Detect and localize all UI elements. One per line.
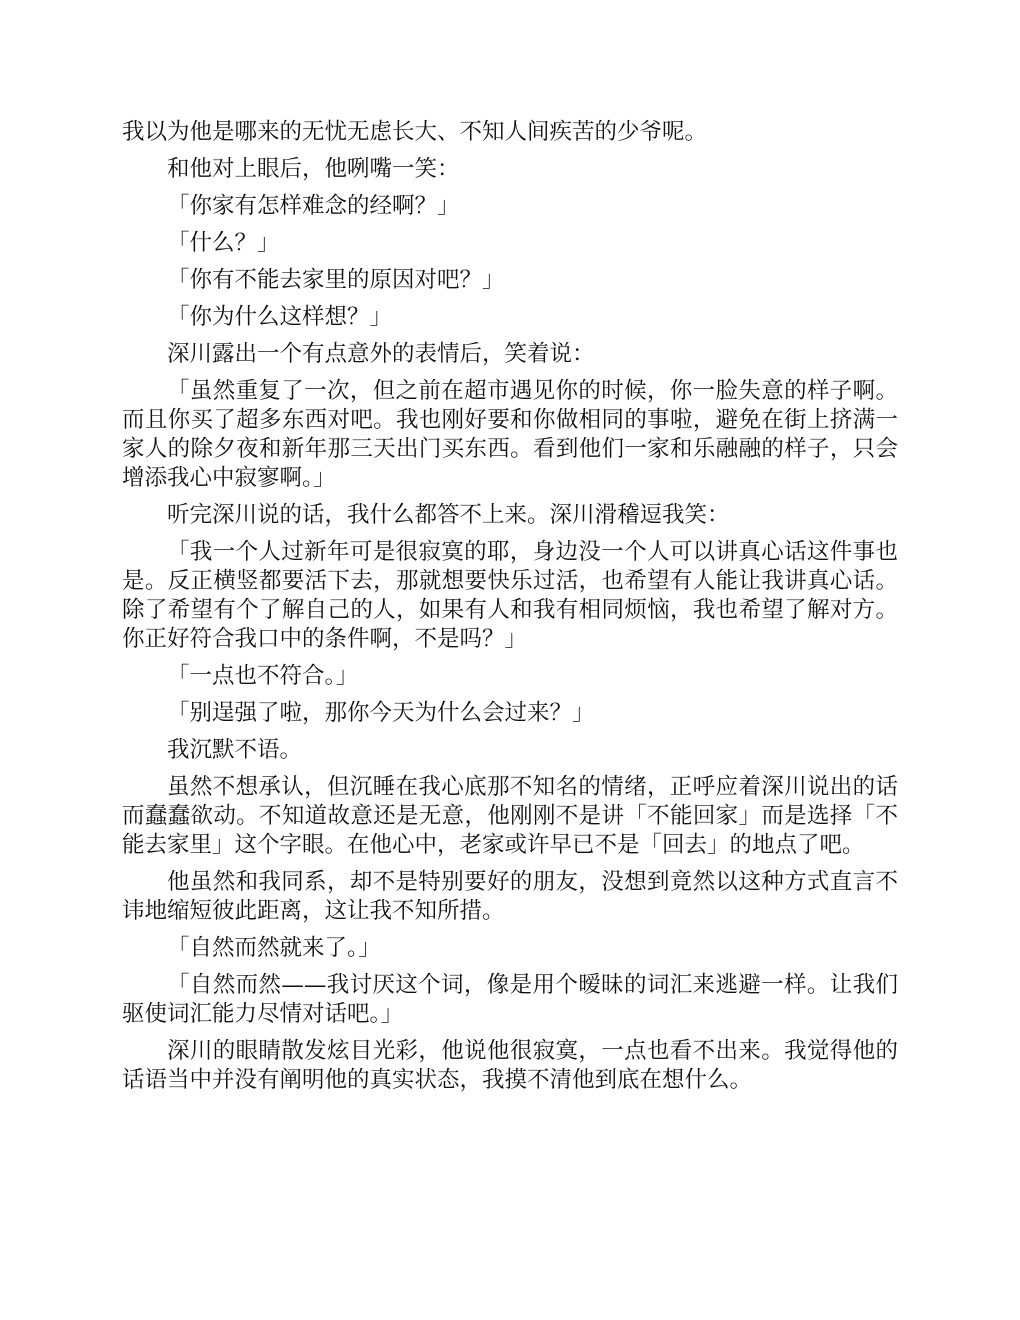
paragraph-11: 「一点也不符合。」 <box>167 663 359 689</box>
document-page <box>122 118 898 1103</box>
paragraph-3: 「你家有怎样难念的经啊？」 <box>167 193 460 219</box>
paragraph-12: 「别逞强了啦，那你今天为什么会过来？」 <box>167 700 595 726</box>
paragraph-2: 和他对上眼后，他咧嘴一笑： <box>167 156 460 182</box>
paragraph-5: 「你有不能去家里的原因对吧？」 <box>167 267 505 293</box>
paragraph-7: 深川露出一个有点意外的表情后，笑着说： <box>167 341 595 367</box>
paragraph-15: 他虽然和我同系，却不是特别要好的朋友，没想到竟然以这种方式直言不讳地缩短彼此距离，这让我不知所措。 <box>122 869 898 924</box>
paragraph-9: 听完深川说的话，我什么都答不上来。深川滑稽逗我笑： <box>167 502 730 528</box>
paragraph-16: 「自然而然就来了。」 <box>167 935 381 961</box>
paragraph-13: 我沉默不语。 <box>167 737 303 763</box>
paragraph-10: 「我一个人过新年可是很寂寞的耶，身边没一个人可以讲真心话这件事也是。反正横竖都要活下去，那就想要快乐过活，也希望有人能让我讲真心话。除了希望有个了解自己的人，如果有人和我有相同烦恼，我也希望了解对方。你正好符合我口中的条件啊，不是吗？」 <box>122 539 898 652</box>
paragraph-1: 我以为他是哪来的无忧无虑长大、不知人间疾苦的少爷呢。 <box>122 119 708 145</box>
paragraph-8: 「虽然重复了一次，但之前在超市遇见你的时候，你一脸失意的样子啊。而且你买了超多东西对吧。我也刚好要和你做相同的事啦，避免在街上挤满一家人的除夕夜和新年那三天出门买东西。看到他们一家和乐融融的样子，只会增添我心中寂寥啊。」 <box>122 378 898 491</box>
paragraph-4: 「什么？」 <box>167 230 280 256</box>
paragraph-14: 虽然不想承认，但沉睡在我心底那不知名的情绪，正呼应着深川说出的话而蠢蠢欲动。不知道故意还是无意，他刚刚不是讲「不能回家」而是选择「不能去家里」这个字眼。在他心中，老家或许早已不是「回去」的地点了吧。 <box>122 774 898 858</box>
paragraph-18: 深川的眼睛散发炫目光彩，他说他很寂寞，一点也看不出来。我觉得他的话语当中并没有阐明他的真实状态，我摸不清他到底在想什么。 <box>122 1038 898 1093</box>
paragraph-17: 「自然而然——我讨厌这个词，像是用个暧昧的词汇来逃避一样。让我们驱使词汇能力尽情对话吧。」 <box>122 972 898 1027</box>
paragraph-6: 「你为什么这样想？」 <box>167 304 393 330</box>
